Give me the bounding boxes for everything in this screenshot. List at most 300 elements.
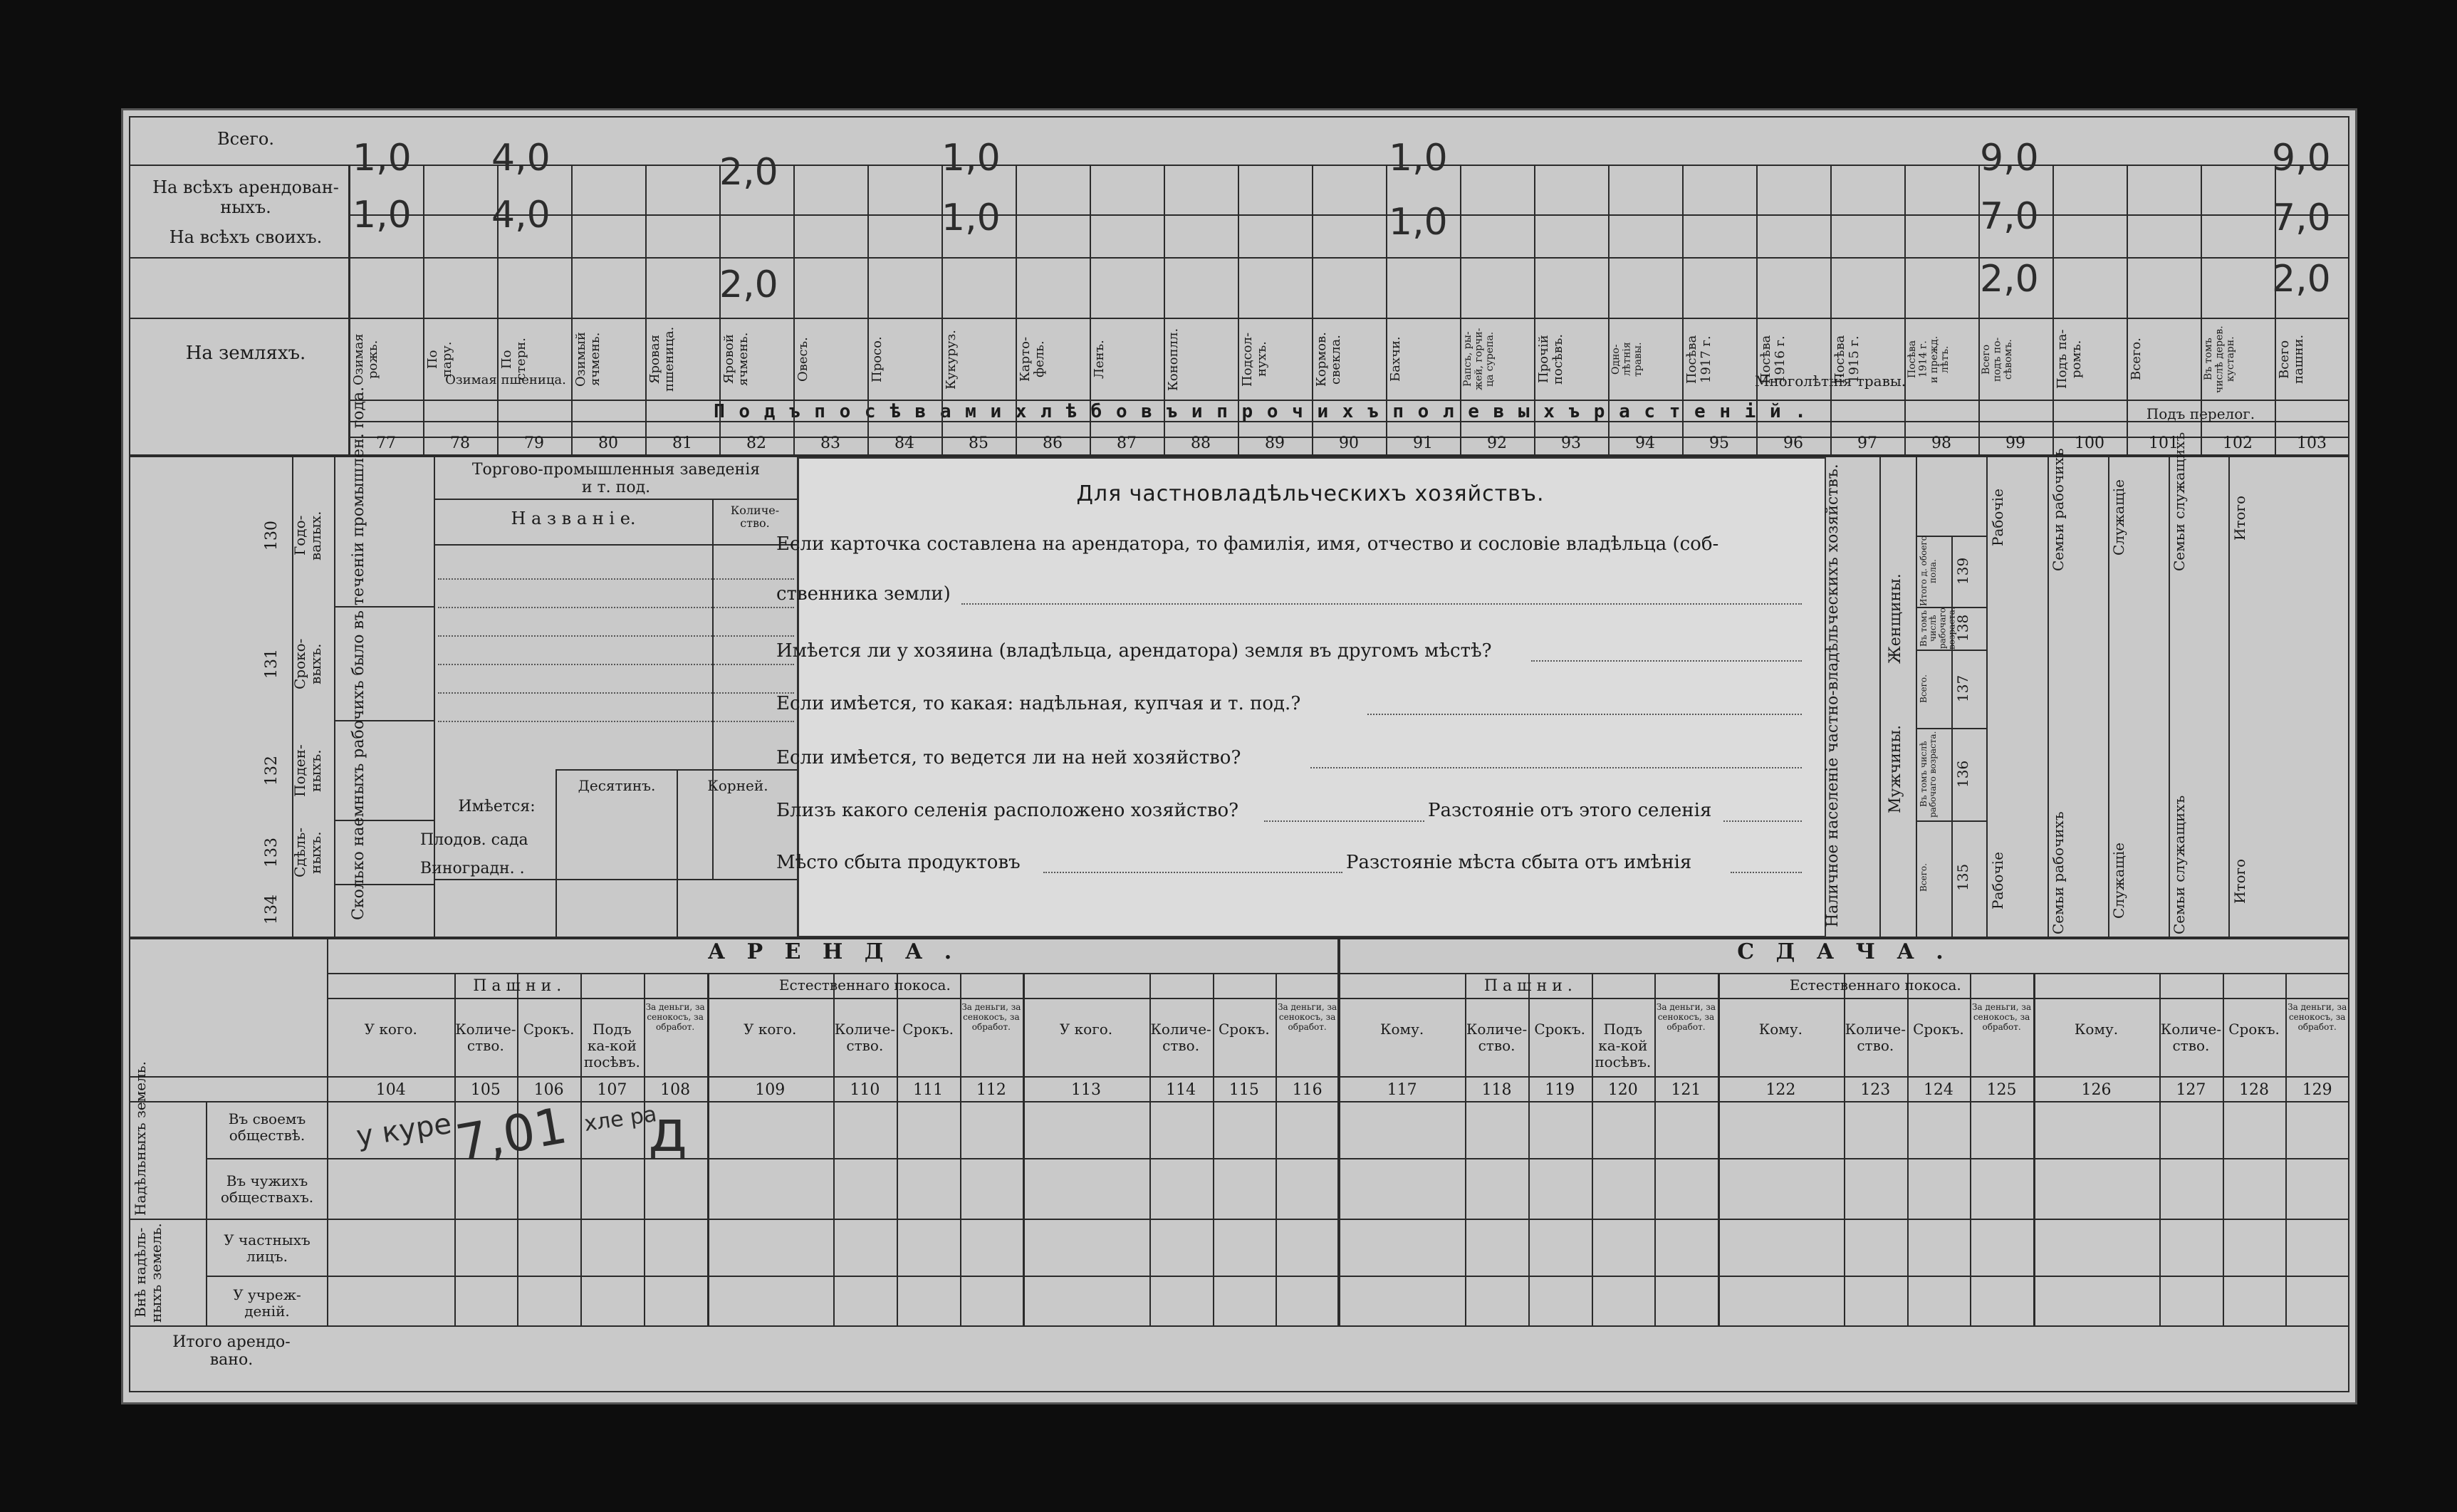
crop-col-label-line: и прежд.: [1928, 335, 1940, 383]
roots-header: Корней.: [707, 777, 768, 794]
crop-col-num: 80: [598, 434, 618, 452]
right-col-bottom-2: Служащіе: [2110, 843, 2127, 919]
livestock-num-132: 132: [263, 756, 281, 786]
crop-col-label-88: [1167, 322, 1235, 397]
crop-col-divider: [793, 165, 795, 456]
hw-total-85: 1,0: [941, 137, 1001, 179]
right-col-top-3: Семьи служащихъ: [2171, 432, 2188, 571]
livestock-label-line: ныхъ.: [307, 749, 324, 792]
row-total-rented-line1: Итого арендо-: [172, 1333, 291, 1351]
crop-col-label-line: Коноплл.: [1166, 328, 1181, 391]
hw-pay: д: [648, 1098, 688, 1164]
crop-col-num: 89: [1265, 434, 1285, 452]
row-private-persons: [207, 1232, 328, 1265]
crop-col-num: 81: [672, 434, 692, 452]
sdacha-col-label-127: Количе-ство.: [2160, 1021, 2222, 1054]
livestock-label-line: Поден-: [291, 744, 308, 797]
question-3: Если имѣется, то какая: надѣльная, купчая и т. под.?: [776, 693, 1301, 714]
crop-col-divider: [941, 165, 943, 456]
crop-col-label-line: Въ томъ: [2203, 338, 2214, 381]
livestock-label-line: Годо-: [291, 515, 308, 556]
crop-col-label-98: [1907, 322, 1976, 397]
sdacha-pashni-header: П а ш н и .: [1483, 977, 1572, 995]
crop-col-label-line: 1917 г.: [1698, 335, 1713, 383]
arenda-col-label-108: За деньги, за сенокосъ, за обработ.: [645, 1002, 705, 1032]
crop-col-label-line: ца сурепа.: [1483, 331, 1496, 387]
enterprises-title-line2: и т. под.: [581, 479, 651, 497]
row-other-societies-line2: обществахъ.: [220, 1189, 314, 1206]
enterprises-qty-header: [712, 504, 798, 531]
crop-col-num: 96: [1783, 434, 1803, 452]
crop-col-label-87: [1092, 322, 1161, 397]
right-col-top-2: Служащіе: [2110, 479, 2127, 556]
crop-col-divider: [1830, 165, 1832, 456]
crop-col-label-line: 1916 г.: [1772, 335, 1788, 383]
arenda-col-label-111: Срокъ.: [902, 1021, 954, 1038]
crop-col-divider: [1238, 165, 1239, 456]
crop-col-label-82: [722, 322, 791, 397]
crop-col-label-line: пару.: [439, 341, 454, 377]
crop-col-label-90: [1315, 322, 1383, 397]
arenda-col-num-111: 111: [913, 1081, 944, 1099]
right-col-top-1: Семьи рабочихъ: [2050, 448, 2067, 571]
private-box-title: Для частновладѣльческихъ хозяйствъ.: [1076, 481, 1545, 506]
crop-col-label-line: пашни.: [2290, 334, 2306, 385]
arenda-col-label-112: За деньги, за сенокосъ, за обработ.: [961, 1002, 1021, 1032]
crop-col-divider: [1756, 165, 1758, 456]
crop-col-num: 77: [376, 434, 396, 452]
crop-col-divider: [1016, 165, 1017, 456]
crop-col-label-line: Овесъ.: [795, 337, 810, 382]
crop-col-label-line: Прочій: [1536, 335, 1551, 384]
right-col-bottom-1: Семьи рабочихъ: [2050, 811, 2067, 934]
non-nadel-group-label: Внѣ надѣль-ныхъ земель.: [132, 1223, 165, 1323]
arenda-col-num-107: 107: [597, 1081, 627, 1099]
crop-col-num: 88: [1191, 434, 1211, 452]
crop-col-label-95: [1685, 322, 1753, 397]
crop-col-label-line: Подъ па-: [2055, 329, 2070, 390]
hw-own-82: 2,0: [719, 264, 778, 306]
crop-col-divider: [2275, 165, 2276, 456]
crop-col-label-line: Рапсъ, ры-: [1462, 331, 1473, 387]
row-total-rented: [135, 1333, 328, 1370]
crop-col-num: 93: [1561, 434, 1581, 452]
arenda-col-num-109: 109: [755, 1081, 786, 1099]
crop-col-label-103: [2278, 322, 2346, 397]
sdacha-title: С Д А Ч А .: [1737, 939, 1951, 964]
crop-col-label-line: лѣтнія: [1621, 342, 1633, 377]
sdacha-col-label-117: Кому.: [1380, 1021, 1424, 1038]
crop-col-divider: [423, 165, 424, 456]
livestock-label-line: Сдѣль-: [291, 827, 308, 878]
question-1b: ственника земли): [776, 583, 951, 605]
crop-col-label-80: [574, 322, 642, 397]
crop-col-num: 92: [1487, 434, 1507, 452]
population-num-136: 136: [1954, 760, 1971, 788]
sdacha-col-label-120: Подъ ка-кой посѣвъ.: [1595, 1021, 1652, 1070]
crop-col-divider: [2201, 165, 2202, 456]
row-institutions-line2: деній.: [244, 1303, 290, 1320]
arenda-pashni-header: П а ш н и .: [473, 977, 562, 995]
crop-col-divider: [1682, 165, 1684, 456]
sdacha-col-label-125: За деньги, за сенокосъ, за обработ.: [1972, 1002, 2032, 1032]
dessiatin-header: Десятинъ.: [578, 777, 656, 794]
crop-col-num: 100: [2075, 434, 2104, 452]
arenda-title: А Р Е Н Д А .: [707, 939, 959, 964]
livestock-num-130: 130: [263, 521, 281, 551]
hw-rented-79: 4,0: [491, 194, 551, 236]
sdacha-col-label-122: Кому.: [1758, 1021, 1803, 1038]
hw-rented-85: 1,0: [941, 197, 1001, 239]
right-col-bottom-3: Семьи служащихъ: [2171, 795, 2188, 934]
crop-col-label-line: Озимая: [351, 333, 366, 385]
crop-col-divider: [1460, 165, 1461, 456]
crop-col-label-line: кустарн.: [2224, 336, 2236, 382]
arenda-col-label-109: У кого.: [744, 1021, 797, 1038]
men-label: Мужчины.: [1887, 724, 1904, 813]
sdacha-col-num-118: 118: [1481, 1081, 1512, 1099]
arenda-col-label-104: У кого.: [364, 1021, 417, 1038]
hw-rented-77: 1,0: [353, 194, 412, 236]
crop-col-label-97: [1833, 322, 1902, 397]
row-own-society: [207, 1111, 328, 1144]
row-label-rented-line1: На всѣхъ арендован-: [152, 177, 339, 197]
row-private-persons-line1: У частныхъ: [224, 1231, 311, 1248]
sdacha-hay-header: Естественнаго покоса.: [1789, 976, 1961, 994]
nadel-group-label: Надѣльныхъ земель.: [132, 1060, 149, 1216]
crop-col-divider: [645, 165, 647, 456]
row-other-societies: [207, 1173, 328, 1206]
livestock-num-133: 133: [263, 838, 281, 867]
population-label-139: Итого д. обоего пола.: [1919, 536, 1939, 607]
livestock-num-134: 134: [263, 895, 281, 924]
crop-col-divider: [867, 165, 869, 456]
crop-col-divider: [719, 165, 721, 456]
crop-col-label-line: подъ по-: [1991, 337, 2003, 382]
crop-col-label-line: Озимый: [573, 332, 588, 387]
arenda-col-label-116: За деньги, за сенокосъ, за обработ.: [1278, 1002, 1337, 1032]
row-label-total: Всего.: [217, 129, 274, 149]
row-own-society-line2: обществѣ.: [229, 1127, 306, 1144]
crop-col-divider: [1904, 165, 1906, 456]
population-num-137: 137: [1954, 674, 1971, 703]
crop-col-label-line: Всего: [2277, 340, 2292, 379]
arenda-col-label-106: Срокъ.: [523, 1021, 575, 1038]
arenda-col-num-110: 110: [850, 1081, 880, 1099]
right-col-divider: [2108, 456, 2109, 938]
livestock-label-line: валых.: [307, 511, 324, 561]
crop-col-divider: [1090, 165, 1091, 456]
arenda-col-num-105: 105: [470, 1081, 501, 1099]
hw-rented-103: 7,0: [2272, 197, 2331, 239]
crop-col-label-line: нухъ.: [1253, 341, 1269, 377]
crop-col-num: 94: [1635, 434, 1655, 452]
question-4: Если имѣется, то ведется ли на ней хозяйство?: [776, 747, 1241, 768]
sdacha-col-label-118: Количе-ство.: [1466, 1021, 1528, 1054]
sdacha-col-num-117: 117: [1387, 1081, 1417, 1099]
crop-col-divider: [2127, 165, 2128, 456]
crop-col-label-91: [1389, 322, 1457, 397]
question-6b: Разстояніе мѣста сбыта отъ имѣнія: [1346, 852, 1692, 873]
crop-col-label-line: Посѣва: [1906, 340, 1918, 379]
crop-col-label-line: Всего.: [2129, 338, 2144, 381]
row-label-own: На всѣхъ своихъ.: [169, 227, 323, 247]
enterprises-qty-line1: Количе-: [730, 504, 780, 517]
population-label-135: Всего.: [1919, 863, 1929, 892]
crop-col-label-line: свекла.: [1327, 334, 1343, 385]
crop-col-label-line: рожь.: [365, 340, 380, 379]
crop-col-num: 79: [524, 434, 544, 452]
crop-col-label-line: Всего: [1981, 344, 1992, 375]
livestock-label-130: [292, 464, 332, 607]
crop-col-label-line: Посѣва: [1758, 335, 1773, 384]
hw-total-79: 4,0: [491, 137, 551, 179]
crop-col-divider: [571, 165, 573, 456]
population-num-139: 139: [1954, 557, 1971, 585]
hw-total-77: 1,0: [353, 137, 412, 179]
arenda-col-num-104: 104: [375, 1081, 406, 1099]
livestock-label-line: ныхъ.: [307, 831, 324, 874]
crop-col-divider: [1386, 165, 1387, 456]
right-col-top-0: Рабочіе: [1989, 489, 2006, 547]
sdacha-col-num-121: 121: [1671, 1081, 1701, 1099]
hw-own-103: 2,0: [2272, 258, 2331, 301]
right-col-divider: [2047, 456, 2049, 938]
hw-rented-91: 1,0: [1389, 201, 1448, 244]
crop-col-num: 103: [2297, 434, 2327, 452]
sdacha-col-label-129: За деньги, за сенокосъ, за обработ.: [2288, 1002, 2347, 1032]
sdacha-col-label-126: Кому.: [2074, 1021, 2119, 1038]
crop-col-num: 95: [1709, 434, 1729, 452]
sdacha-col-num-124: 124: [1923, 1081, 1953, 1099]
livestock-label-134: [292, 885, 332, 934]
livestock-label-line: выхъ.: [307, 643, 324, 684]
question-5b: Разстояніе отъ этого селенія: [1428, 800, 1712, 821]
crop-col-label-line: Посѣва: [1684, 335, 1699, 384]
crop-col-label-line: По: [499, 350, 514, 369]
crop-col-label-84: [870, 322, 939, 397]
crop-col-label-line: Кукуруз.: [944, 329, 959, 390]
crop-col-label-83: [796, 322, 865, 397]
crop-col-label-line: травы.: [1632, 342, 1644, 377]
crop-col-divider: [1164, 165, 1165, 456]
sdacha-col-label-124: Срокъ.: [1913, 1021, 1964, 1038]
arenda-col-num-108: 108: [660, 1081, 691, 1099]
crop-col-label-line: Бахчи.: [1388, 336, 1403, 382]
crop-col-label-line: Подсол-: [1240, 332, 1255, 387]
hw-qty: 7,01: [452, 1096, 571, 1173]
crop-col-divider: [2052, 165, 2054, 456]
arenda-col-label-110: Количе-ство.: [834, 1021, 896, 1054]
crop-col-label-line: 1915 г.: [1846, 335, 1862, 383]
population-divider: [1916, 456, 1917, 938]
crop-col-label-78: [426, 322, 494, 397]
right-col-divider: [2169, 456, 2170, 938]
perennial-group-label: Многолѣтнія травы.: [1754, 372, 1906, 390]
crop-col-label-96: [1759, 322, 1827, 397]
crop-col-label-line: Просо.: [870, 336, 885, 382]
crop-col-label-86: [1018, 322, 1087, 397]
crop-col-label-100: [2055, 322, 2124, 397]
crop-col-label-101: [2129, 322, 2198, 397]
enterprises-name-header: Н а з в а н і е.: [511, 509, 636, 528]
arenda-col-num-116: 116: [1292, 1081, 1323, 1099]
row-institutions: [207, 1287, 328, 1320]
livestock-label-line: Сроко-: [291, 638, 308, 689]
crop-col-divider: [349, 165, 350, 456]
crop-col-label-line: ромъ.: [2068, 340, 2084, 379]
crop-col-label-line: фель.: [1031, 340, 1047, 378]
hw-total-103: 9,0: [2272, 137, 2331, 179]
sdacha-col-num-119: 119: [1545, 1081, 1575, 1099]
crop-col-num: 87: [1117, 434, 1137, 452]
right-col-bottom-4: Итого: [2231, 858, 2248, 904]
crop-col-label-line: Одно-: [1610, 344, 1622, 375]
crop-col-label-92: [1463, 322, 1531, 397]
hw-who: у куре: [354, 1107, 454, 1154]
crop-col-label-line: лѣтъ.: [1939, 345, 1951, 373]
crop-col-label-line: сѣвомъ.: [2002, 339, 2014, 380]
question-1a: Если карточка составлена на арендатора, то фамилія, имя, отчество и сословіе владѣльца (соб-: [776, 533, 1719, 555]
crop-col-label-line: Яровая: [647, 334, 662, 385]
livestock-num-131: 131: [263, 649, 281, 679]
arenda-col-num-114: 114: [1166, 1081, 1196, 1099]
crop-col-label-line: ячмень.: [735, 332, 751, 387]
population-side-label: Наличное населеніе частно-владѣльческихъ хозяйствъ.: [1824, 464, 1842, 927]
hired-workers-label: Сколько наемныхъ рабочихъ было въ теченіи промышлен. года.: [350, 386, 367, 920]
row-label-rented: [142, 178, 349, 217]
row-other-societies-line1: Въ чужихъ: [226, 1172, 308, 1189]
question-5a: Близъ какого селенія расположено хозяйство?: [776, 800, 1239, 821]
crop-col-label-77: [352, 322, 420, 397]
crop-col-label-85: [944, 322, 1013, 397]
crop-col-num: 91: [1413, 434, 1433, 452]
row-total-rented-line2: вано.: [209, 1351, 254, 1370]
arenda-col-num-113: 113: [1071, 1081, 1101, 1099]
crop-col-label-line: Карто-: [1018, 336, 1033, 382]
crop-col-divider: [497, 165, 499, 456]
row-label-on-lands: На земляхъ.: [185, 343, 306, 364]
crop-col-label-line: числѣ дерев.: [2213, 325, 2226, 393]
arenda-hay-header: Естественнаго покоса.: [778, 976, 951, 994]
crop-col-num: 83: [820, 434, 840, 452]
crop-col-label-102: [2203, 322, 2272, 397]
fallow-group-label: Подъ перелог.: [2146, 405, 2255, 422]
crops-band-title: П о д ъ п о с ѣ в а м и х л ѣ б о в ъ и п р о ч и х ъ п о л е в ы х ъ р а с т е н і й .: [714, 401, 1807, 422]
population-label-136: Въ томъ числѣ рабочаго возраста.: [1919, 731, 1939, 818]
orchards-label: Плодов. сада: [420, 831, 528, 849]
crop-col-label-line: ячмень.: [587, 332, 602, 387]
crop-col-label-line: посѣвъ.: [1550, 333, 1565, 385]
sdacha-col-num-126: 126: [2081, 1081, 2112, 1099]
arenda-col-num-106: 106: [533, 1081, 564, 1099]
sdacha-col-num-125: 125: [1986, 1081, 2017, 1099]
population-label-137: Всего.: [1919, 674, 1929, 703]
sdacha-col-label-119: Срокъ.: [1534, 1021, 1586, 1038]
right-col-top-4: Итого: [2231, 495, 2248, 541]
row-own-society-line1: Въ своемъ: [228, 1110, 306, 1127]
crop-col-divider: [1978, 165, 1980, 456]
row-institutions-line1: У учреж-: [233, 1286, 301, 1303]
crop-col-num: 102: [2223, 434, 2253, 452]
crop-col-num: 99: [2005, 434, 2025, 452]
hw-own-99: 2,0: [1980, 258, 2039, 301]
arenda-col-label-114: Количе-ство.: [1150, 1021, 1211, 1054]
arenda-col-label-115: Срокъ.: [1219, 1021, 1270, 1038]
crop-col-label-line: Ленъ.: [1092, 340, 1107, 379]
sdacha-col-num-123: 123: [1860, 1081, 1891, 1099]
question-6a: Мѣсто сбыта продуктовъ: [776, 852, 1021, 873]
population-num-138: 138: [1954, 614, 1971, 642]
women-label: Женщины.: [1887, 573, 1904, 664]
population-num-135: 135: [1954, 863, 1971, 892]
sdacha-col-label-128: Срокъ.: [2228, 1021, 2280, 1038]
hw-rented-99: 7,0: [1980, 195, 2039, 238]
right-col-bottom-0: Рабочіе: [1989, 852, 2006, 910]
row-private-persons-line2: лицъ.: [246, 1248, 288, 1265]
census-card: [121, 108, 2357, 1404]
sdacha-col-num-128: 128: [2239, 1081, 2270, 1099]
sdacha-col-num-127: 127: [2176, 1081, 2206, 1099]
enterprises-qty-line2: ство.: [740, 516, 770, 531]
livestock-label-132: [292, 721, 332, 820]
crop-col-label-line: По: [425, 350, 440, 369]
hw-total-82: 2,0: [719, 151, 778, 194]
livestock-divider: [292, 456, 293, 938]
crop-col-num: 101: [2149, 434, 2179, 452]
enterprises-title: [434, 461, 798, 497]
winter-wheat-group-label: Озимая пшеница.: [445, 372, 566, 387]
hw-total-91: 1,0: [1389, 137, 1448, 179]
crop-col-label-94: [1611, 322, 1679, 397]
crop-col-divider: [1312, 165, 1313, 456]
crop-col-num: 82: [746, 434, 766, 452]
crop-col-num: 78: [450, 434, 470, 452]
crop-col-label-line: Посѣва: [1832, 335, 1847, 384]
livestock-label-133: [292, 820, 332, 885]
crop-col-label-line: жей, горчи-: [1473, 328, 1485, 391]
crop-col-label-line: Яровой: [721, 334, 736, 385]
vineyards-label: Виноградн. .: [420, 860, 525, 877]
sdacha-col-num-120: 120: [1607, 1081, 1638, 1099]
sdacha-col-num-122: 122: [1765, 1081, 1796, 1099]
crop-col-num: 98: [1931, 434, 1951, 452]
crop-col-label-79: [500, 322, 568, 397]
arenda-col-label-105: Количе-ство.: [455, 1021, 516, 1054]
crop-col-label-line: пшеница.: [661, 326, 677, 392]
crop-col-num: 86: [1043, 434, 1063, 452]
enterprises-title-line1: Торгово-промышленныя заведенія: [471, 461, 761, 479]
hw-crop: хле ра: [583, 1102, 659, 1137]
arenda-col-label-113: У кого.: [1059, 1021, 1113, 1038]
arenda-col-num-115: 115: [1228, 1081, 1259, 1099]
crop-col-label-99: [1981, 322, 2050, 397]
row-label-rented-line2: ныхъ.: [220, 197, 271, 217]
population-divider: [1951, 536, 1953, 938]
sdacha-col-label-123: Количе-ство.: [1845, 1021, 1906, 1054]
livestock-label-131: [292, 607, 332, 721]
crop-col-num: 85: [969, 434, 988, 452]
has-label: Имѣется:: [458, 798, 536, 815]
sdacha-col-label-121: За деньги, за сенокосъ, за обработ.: [1656, 1002, 1716, 1032]
hw-total-99: 9,0: [1980, 137, 2039, 179]
crop-col-num: 84: [894, 434, 914, 452]
arenda-col-label-107: Подъ ка-кой посѣвъ.: [583, 1021, 640, 1070]
crop-col-label-line: стерн.: [513, 338, 528, 381]
crop-col-divider: [1534, 165, 1535, 456]
crop-col-num: 90: [1339, 434, 1359, 452]
crop-col-label-line: Кормов.: [1314, 332, 1329, 387]
